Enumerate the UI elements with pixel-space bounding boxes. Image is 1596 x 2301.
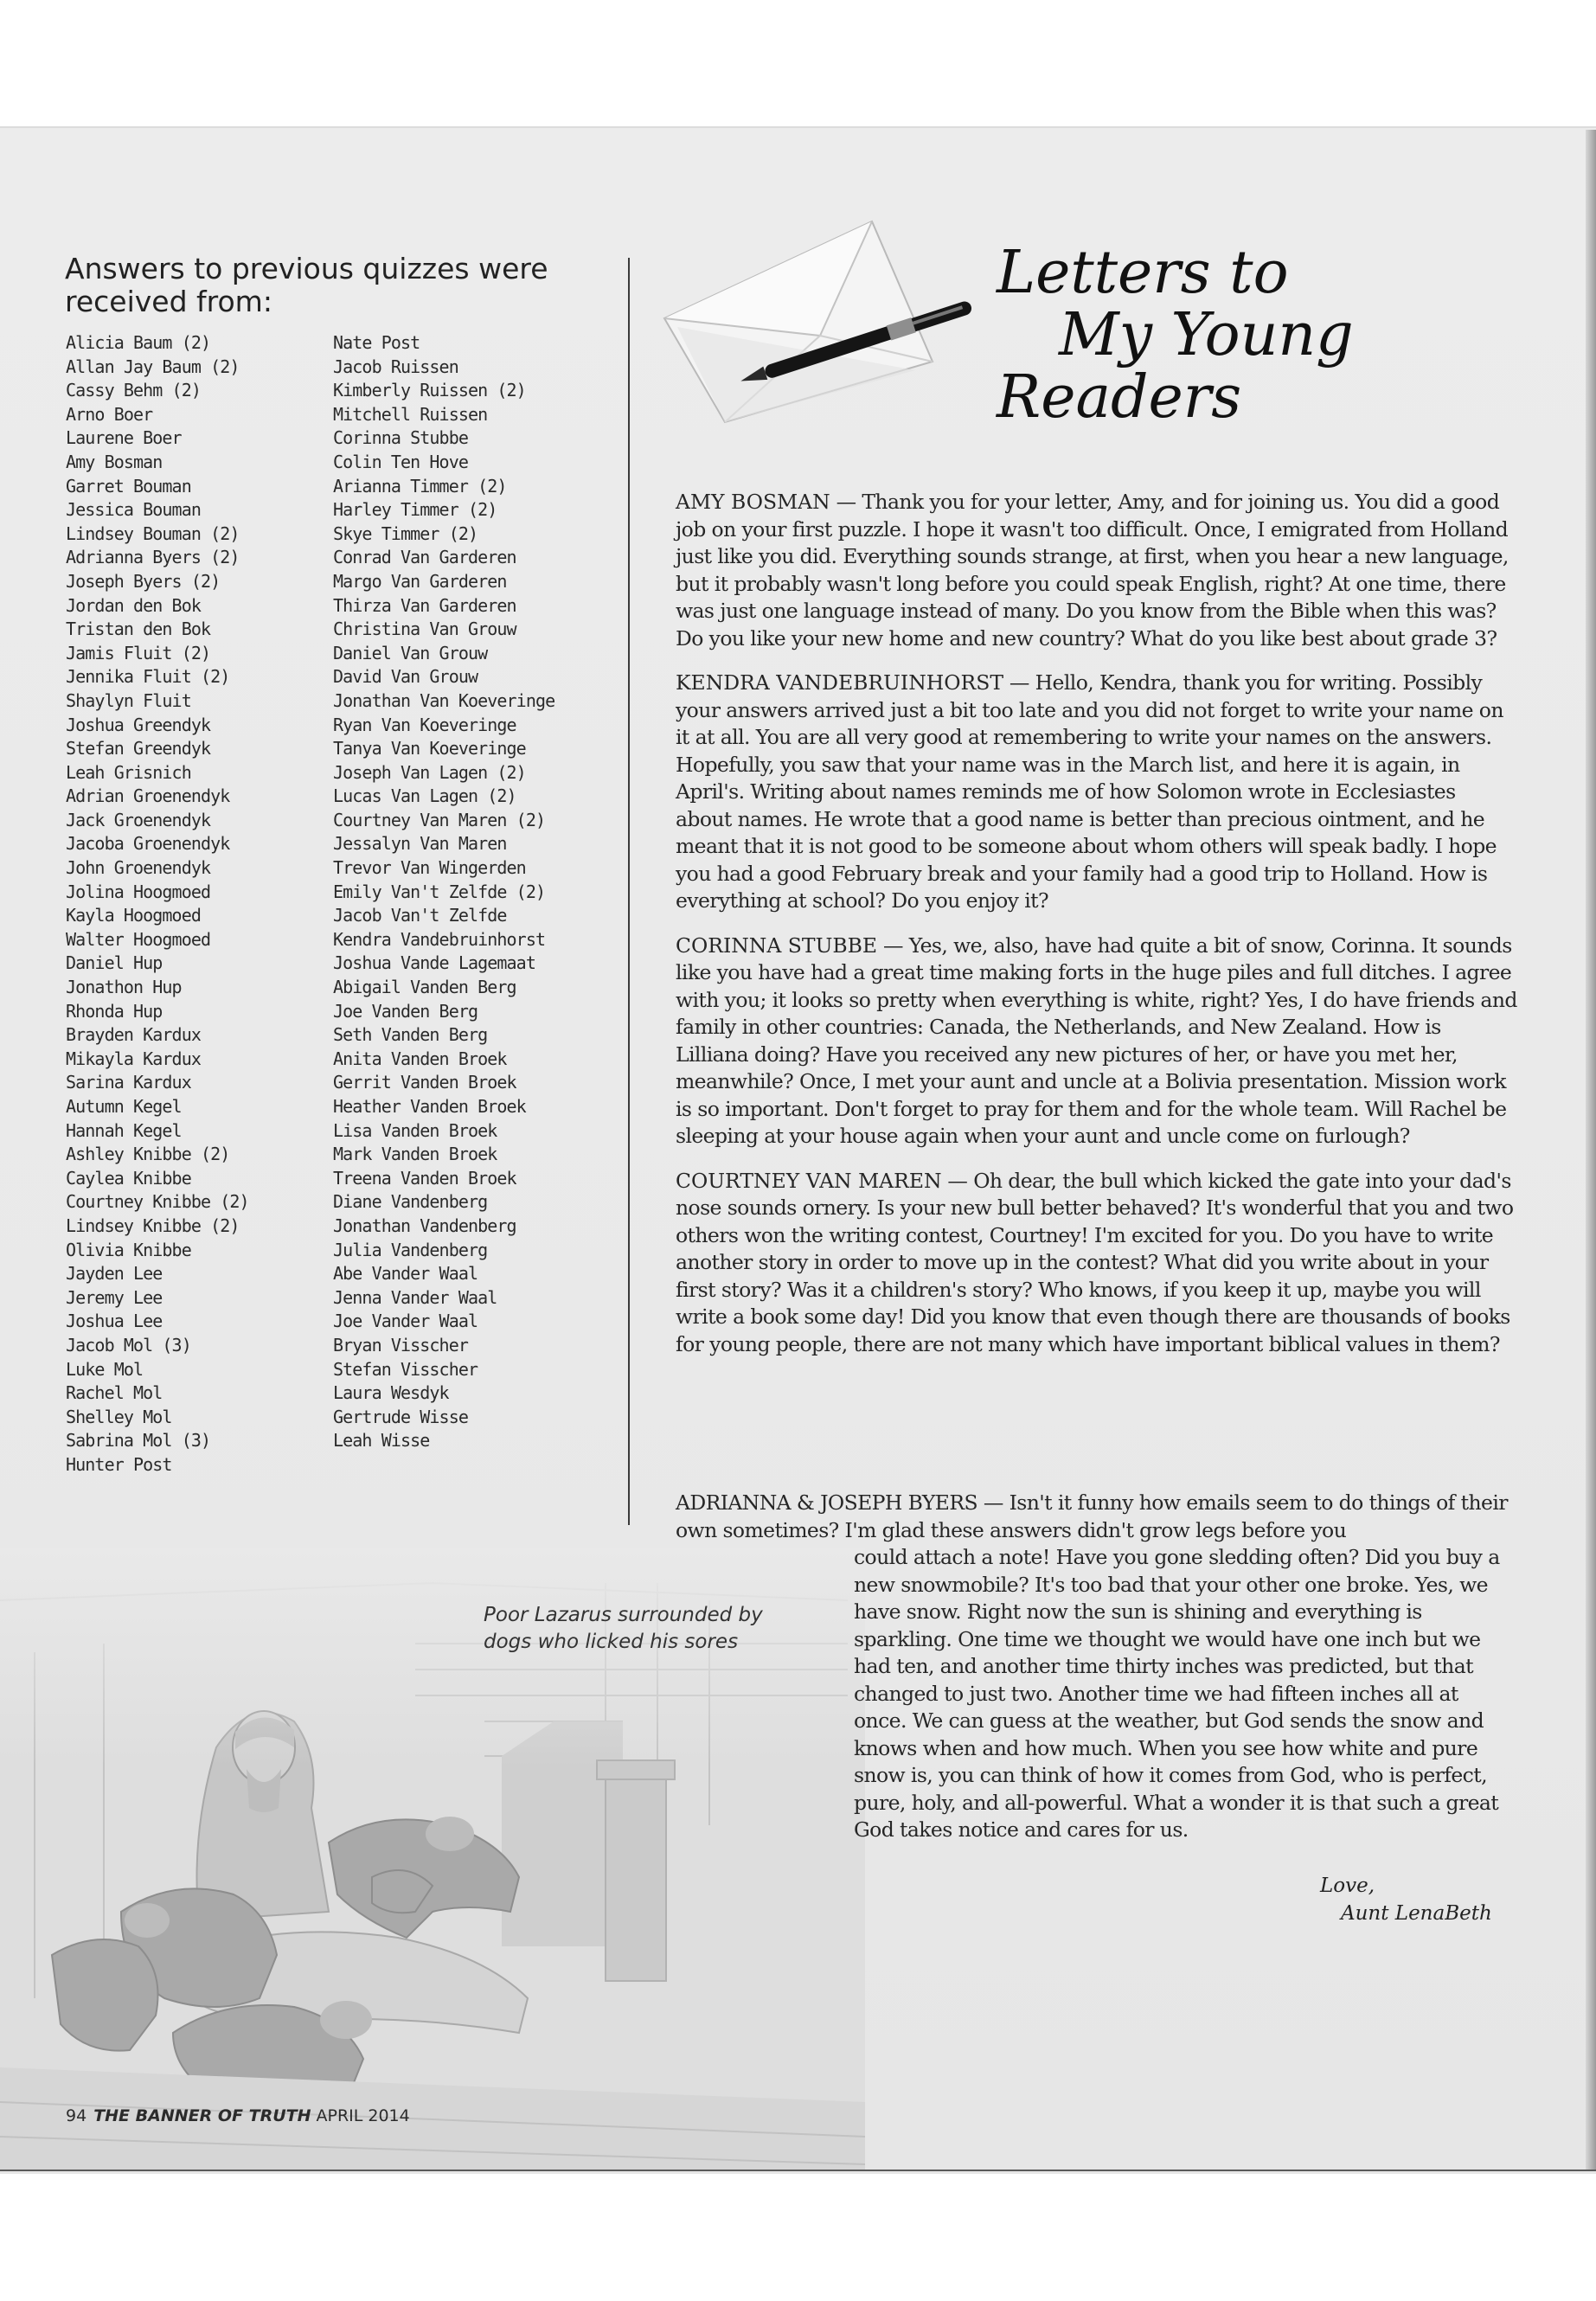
name-entry: Shelley Mol bbox=[66, 1406, 172, 1427]
name-entry: Abe Vander Waal bbox=[333, 1263, 478, 1285]
name-entry: Mitchell Ruissen bbox=[333, 403, 488, 425]
letter-author: COURTNEY VAN MAREN bbox=[676, 1168, 942, 1193]
scan-right-edge bbox=[1586, 130, 1596, 2171]
letter-corinna-stubbe bbox=[676, 933, 1517, 1150]
name-entry: Laurene Boer bbox=[66, 427, 182, 449]
name-entry: Shaylyn Fluit bbox=[66, 689, 191, 711]
section-title-line-2: My Young bbox=[1059, 301, 1354, 369]
name-entry: Trevor Van Wingerden bbox=[333, 857, 526, 879]
name-entry: Nate Post bbox=[333, 332, 420, 353]
name-entry: Rachel Mol bbox=[66, 1382, 163, 1404]
name-entry: Courtney Knibbe (2) bbox=[66, 1191, 249, 1213]
name-entry: Joe Vanden Berg bbox=[333, 1000, 478, 1022]
names-list-1 bbox=[66, 331, 249, 1477]
letter-author: ADRIANNA & JOSEPH BYERS bbox=[676, 1490, 977, 1515]
name-entry: Jennika Fluit (2) bbox=[66, 666, 230, 688]
name-entry: Lisa Vanden Broek bbox=[333, 1119, 497, 1141]
name-entry: Joshua Lee bbox=[66, 1311, 163, 1332]
name-entry: Kendra Vandebruinhorst bbox=[333, 928, 546, 950]
dash: — bbox=[983, 1490, 1003, 1515]
name-entry: Jessalyn Van Maren bbox=[333, 833, 507, 855]
name-entry: Margo Van Garderen bbox=[333, 570, 507, 592]
letter-byers-lead bbox=[676, 1490, 1517, 1544]
name-entry: Conrad Van Garderen bbox=[333, 547, 516, 568]
issue-date: APRIL 2014 bbox=[316, 2106, 410, 2125]
name-entry: Jamis Fluit (2) bbox=[66, 642, 211, 663]
name-entry: Jenna Vander Waal bbox=[333, 1286, 497, 1308]
name-entry: Garret Bouman bbox=[66, 475, 191, 497]
name-entry: Jacob Mol (3) bbox=[66, 1334, 191, 1356]
name-entry: Adrian Groenendyk bbox=[66, 785, 230, 807]
name-entry: Bryan Visscher bbox=[333, 1334, 468, 1356]
column-divider bbox=[628, 258, 630, 1525]
name-entry: Adrianna Byers (2) bbox=[66, 547, 240, 568]
name-entry: Autumn Kegel bbox=[66, 1096, 182, 1117]
name-entry: Jessica Bouman bbox=[66, 499, 201, 521]
name-entry: Gerrit Vanden Broek bbox=[333, 1072, 516, 1093]
name-entry: Skye Timmer (2) bbox=[333, 522, 478, 544]
letter-text: Thank you for your letter, Amy, and for joining us. You did a good job on your first puzzle. I hope it wasn't too difficult. Once, I emigrated from Holland just like you did. Everything sounds strange, at first, when you hear a new language, but it probably wasn't long before you could speak English, right? At one time, there was just one language instead of many. Do you know from the Bible when this was? Do you like your new home and new country? What do you like best about grade 3? bbox=[676, 490, 1509, 651]
name-entry: Alicia Baum (2) bbox=[66, 332, 211, 353]
section-title bbox=[997, 239, 1412, 432]
name-entry: Allan Jay Baum (2) bbox=[66, 356, 240, 377]
name-entry: Lindsey Knibbe (2) bbox=[66, 1215, 240, 1236]
letter-byers-body: could attach a note! Have you gone sledding often? Did you buy a new snowmobile? It's too bad that your other one broke. Yes, we have snow. Right now the sun is shining and everything is sparkling. One time we thought we would have one inch but we had ten, and another time thirty inches was predicted, but that changed to just two. Another time we had fifteen inches all at once. We can guess at the weather, but God sends the snow and knows when and how much. When you see how white and pure snow is, you can think of how it comes from God, who is perfect, pure, holy, and all-powerful. What a wonder it is that such a great God takes notice and cares for us. bbox=[854, 1545, 1500, 1842]
letters-column bbox=[676, 489, 1517, 1375]
signature: Aunt LenaBeth bbox=[1341, 1902, 1492, 1925]
name-entry: Jolina Hoogmoed bbox=[66, 881, 211, 902]
name-entry: Mikayla Kardux bbox=[66, 1048, 201, 1069]
name-entry: Courtney Van Maren (2) bbox=[333, 809, 546, 830]
name-entry: Joe Vander Waal bbox=[333, 1311, 478, 1332]
letter-text: Hello, Kendra, thank you for writing. Possibly your answers arrived just a bit too late and you did not forget to write your name on it at all. You are all very good at remembering to write your names on the answers. Hopefully, you saw that your name was in the March list, and here it is again, in April's. Writing about names reminds me of how Solomon wrote in Ecclesiastes about names. He wrote that a good name is better than precious ointment, and he meant that it is not good to be someone about whom others will speak badly. I hope you had a good February break and your family had a good trip to Holland. How is everything at school? Do you enjoy it? bbox=[676, 670, 1503, 913]
name-entry: Corinna Stubbe bbox=[333, 427, 468, 449]
letter-byers bbox=[676, 1490, 1517, 1844]
names-list-2 bbox=[333, 331, 554, 1453]
name-entry: Lucas Van Lagen (2) bbox=[333, 785, 516, 807]
dash: — bbox=[882, 933, 903, 958]
name-entry: Jordan den Bok bbox=[66, 594, 201, 616]
name-entry: Daniel Hup bbox=[66, 952, 163, 974]
name-entry: Jayden Lee bbox=[66, 1263, 163, 1285]
name-entry: Anita Vanden Broek bbox=[333, 1048, 507, 1069]
section-title-line-1: Letters to bbox=[997, 239, 1289, 307]
name-entry: Heather Vanden Broek bbox=[333, 1096, 526, 1117]
name-entry: Ryan Van Koeveringe bbox=[333, 714, 516, 735]
name-entry: Hannah Kegel bbox=[66, 1119, 182, 1141]
name-entry: Harley Timmer (2) bbox=[333, 499, 497, 521]
name-entry: Tanya Van Koeveringe bbox=[333, 738, 526, 760]
name-entry: Jonathon Hup bbox=[66, 977, 182, 998]
dash: — bbox=[836, 490, 856, 514]
dash: — bbox=[1009, 670, 1029, 695]
name-entry: John Groenendyk bbox=[66, 857, 211, 879]
name-entry: Ashley Knibbe (2) bbox=[66, 1144, 230, 1165]
name-entry: Jacob Van't Zelfde bbox=[333, 905, 507, 926]
name-entry: Mark Vanden Broek bbox=[333, 1144, 497, 1165]
name-entry: Brayden Kardux bbox=[66, 1024, 201, 1046]
name-entry: Sabrina Mol (3) bbox=[66, 1430, 211, 1452]
name-entry: Emily Van't Zelfde (2) bbox=[333, 881, 546, 902]
name-entry: Jonathan Van Koeveringe bbox=[333, 689, 555, 711]
signoff bbox=[1320, 1872, 1492, 1927]
name-entry: Joseph Byers (2) bbox=[66, 570, 221, 592]
letter-text: Isn't it funny how emails seem to do things of their own sometimes? I'm glad these answers didn't grow legs before you bbox=[676, 1490, 1508, 1542]
name-entry: Jack Groenendyk bbox=[66, 809, 211, 830]
name-entry: Sarina Kardux bbox=[66, 1072, 191, 1093]
letter-text: Yes, we, also, have had quite a bit of snow, Corinna. It sounds like you have had a great time making forts in the huge piles and full ditches. I agree with you; it looks so pretty when everything is white, right? Yes, I do have friends and family in other countries: Canada, the Netherlands, and New Zealand. How is Lilliana doing? Have you received any new pictures of her, or have you met her, meanwhile? Once, I met your aunt and uncle at a Bolivia presentation. Mission work is so important. Don't forget to pray for them and for the whole team. Will Rachel be sleeping at your house again when your aunt and uncle come on furlough? bbox=[676, 933, 1517, 1148]
answers-heading: Answers to previous quizzes were received from: bbox=[65, 252, 548, 318]
letter-author: CORINNA STUBBE bbox=[676, 933, 878, 958]
name-entry: Joseph Van Lagen (2) bbox=[333, 761, 526, 783]
name-entry: Lindsey Bouman (2) bbox=[66, 522, 240, 544]
name-entry: Diane Vandenberg bbox=[333, 1191, 488, 1213]
name-entry: David Van Grouw bbox=[333, 666, 478, 688]
name-entry: Jacoba Groenendyk bbox=[66, 833, 230, 855]
name-entry: Stefan Visscher bbox=[333, 1358, 478, 1380]
name-entry: Treena Vanden Broek bbox=[333, 1167, 516, 1189]
name-entry: Gertrude Wisse bbox=[333, 1406, 468, 1427]
name-entry: Arianna Timmer (2) bbox=[333, 475, 507, 497]
name-entry: Stefan Greendyk bbox=[66, 738, 211, 760]
letter-amy-bosman bbox=[676, 489, 1517, 652]
publication-name: THE BANNER OF TRUTH bbox=[93, 2106, 311, 2125]
letter-text: Oh dear, the bull which kicked the gate into your dad's nose sounds ornery. Is your new bull better behaved? It's wonderful that you and two others won the writing contest, Courtney! I'm excited for you. Do you have to write another story in order to move up in the contest? What did you write about in your first story? Was it a children's story? Who knows, if you keep it up, maybe you will write a book some day! Did you know that even though there are thousands of books for young people, there are not many which have important biblical values in them? bbox=[676, 1168, 1514, 1356]
illustration-caption: Poor Lazarus surrounded by dogs who licked his sores bbox=[484, 1604, 763, 1653]
name-entry: Seth Vanden Berg bbox=[333, 1024, 488, 1046]
name-entry: Jacob Ruissen bbox=[333, 356, 458, 377]
name-entry: Daniel Van Grouw bbox=[333, 642, 488, 663]
name-entry: Leah Wisse bbox=[333, 1430, 430, 1452]
page-footer bbox=[66, 2106, 410, 2125]
envelope-with-pen-icon bbox=[656, 206, 1028, 431]
letter-author: KENDRA VANDEBRUINHORST bbox=[676, 670, 1003, 695]
name-entry: Caylea Knibbe bbox=[66, 1167, 191, 1189]
letter-kendra-vandebruinhorst bbox=[676, 670, 1517, 915]
name-entry: Jonathan Vandenberg bbox=[333, 1215, 516, 1236]
name-entry: Joshua Vande Lagemaat bbox=[333, 952, 535, 974]
name-entry: Joshua Greendyk bbox=[66, 714, 211, 735]
name-entry: Christina Van Grouw bbox=[333, 619, 516, 640]
closing: Love, bbox=[1320, 1875, 1375, 1897]
name-entry: Olivia Knibbe bbox=[66, 1239, 191, 1260]
name-entry: Leah Grisnich bbox=[66, 761, 191, 783]
name-entry: Thirza Van Garderen bbox=[333, 594, 516, 616]
name-entry: Abigail Vanden Berg bbox=[333, 977, 516, 998]
name-entry: Hunter Post bbox=[66, 1453, 172, 1475]
dash: — bbox=[947, 1168, 968, 1193]
name-entry: Walter Hoogmoed bbox=[66, 928, 211, 950]
name-entry: Julia Vandenberg bbox=[333, 1239, 488, 1260]
name-entry: Arno Boer bbox=[66, 403, 153, 425]
page-number: 94 bbox=[66, 2106, 87, 2125]
name-entry: Jeremy Lee bbox=[66, 1286, 163, 1308]
name-entry: Laura Wesdyk bbox=[333, 1382, 449, 1404]
letter-author: AMY BOSMAN bbox=[676, 490, 830, 514]
name-entry: Cassy Behm (2) bbox=[66, 380, 201, 401]
section-title-line-3: Readers bbox=[997, 363, 1242, 432]
name-entry: Tristan den Bok bbox=[66, 619, 211, 640]
name-entry: Rhonda Hup bbox=[66, 1000, 163, 1022]
letter-courtney-van-maren bbox=[676, 1168, 1517, 1359]
page-bottom-rule bbox=[0, 2170, 1596, 2171]
name-entry: Kimberly Ruissen (2) bbox=[333, 380, 526, 401]
name-entry: Colin Ten Hove bbox=[333, 451, 468, 472]
name-entry: Luke Mol bbox=[66, 1358, 144, 1380]
name-entry: Amy Bosman bbox=[66, 451, 163, 472]
name-entry: Kayla Hoogmoed bbox=[66, 905, 201, 926]
